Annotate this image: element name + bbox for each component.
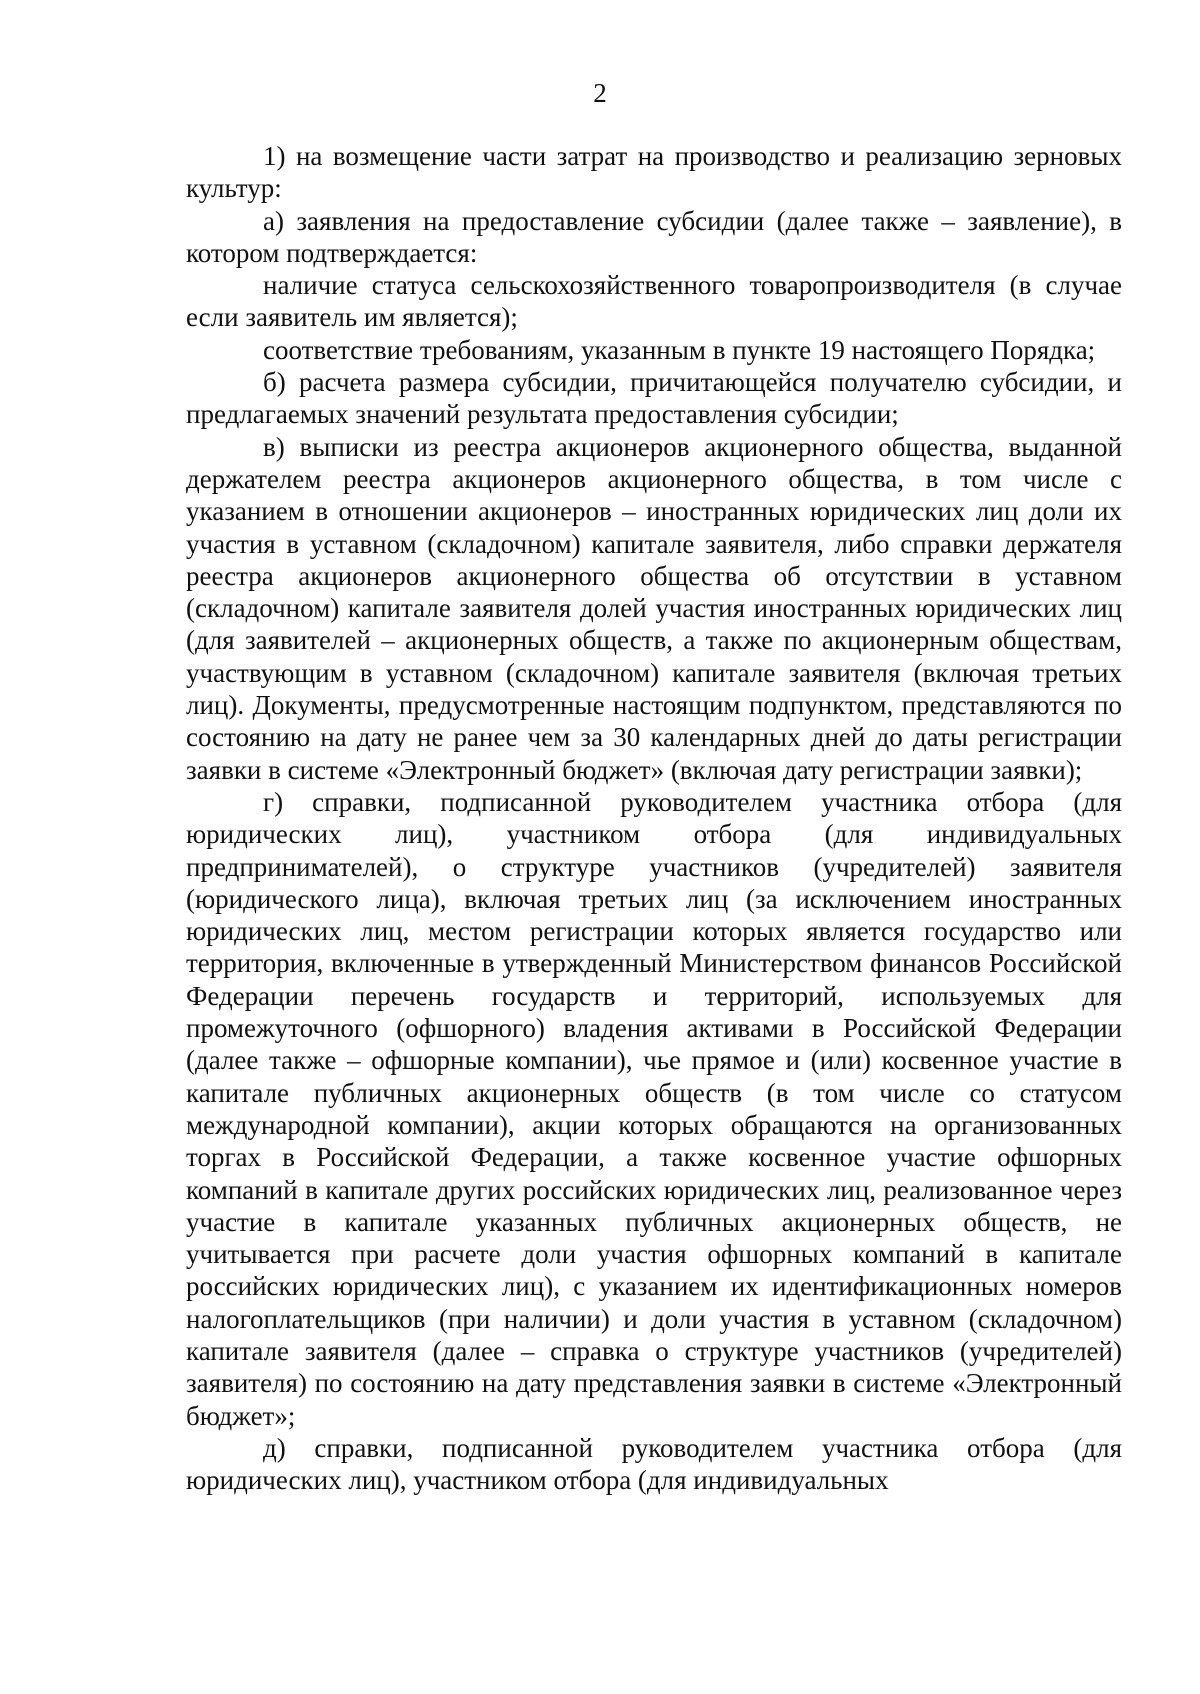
page-number: 2 [593, 78, 607, 108]
paragraph-subitem-g: г) справки, подписанной руководителем участника отбора (для юридических лиц), участником отбора (для индивидуальных предпринимателей), о структуре участников (учредителей) заявителя (юридического лица), включая третьих лиц (за исключением иностранных юридических лиц, местом регистрации которых является государство или территория, включенные в утвержденный Министерством финансов Российской Федерации перечень государств и территорий, используемых для промежуточного (офшорного) владения активами в Российской Федерации (далее также – офшорные компании), чье прямое и (или) косвенное участие в капитале публичных акционерных обществ (в том числе со статусом международной компании), акции которых обращаются на организованных торгах в Российской Федерации, а также косвенное участие офшорных компаний в капитале других российских юридических лиц, реализованное через участие в капитале указанных публичных акционерных обществ, не учитывается при расчете доли участия офшорных компаний в капитале российских юридических лиц), с указанием их идентификационных номеров налогоплательщиков (при наличии) и доли участия в уставном (складочном) капитале заявителя (далее – справка о структуре участников (учредителей) заявителя) по состоянию на дату представления заявки в системе «Электронный бюджет»; [186, 786, 1122, 1431]
paragraph-subitem-a: а) заявления на предоставление субсидии (далее также – заявление), в котором подтверждается: [186, 205, 1122, 268]
paragraph-subitem-d: д) справки, подписанной руководителем участника отбора (для юридических лиц), участником отбора (для индивидуальных [186, 1432, 1122, 1496]
paragraph-subitem-v: в) выписки из реестра акционеров акционерного общества, выданной держателем реестра акционеров акционерного общества, в том числе с указанием в отношении акционеров – иностранных юридических лиц доли их участия в уставном (складочном) капитале заявителя, либо справки держателя реестра акционеров акционерного общества об отсутствии в уставном (складочном) капитале заявителя долей участия иностранных юридических лиц (для заявителей – акционерных обществ, а также по акционерным обществам, участвующим в уставном (складочном) капитале заявителя (включая третьих лиц). Документы, предусмотренные настоящим подпунктом, представляются по состоянию на дату не ранее чем за 30 календарных дней до даты регистрации заявки в системе «Электронный бюджет» (включая дату регистрации заявки); [186, 431, 1122, 785]
paragraph-subitem-b: б) расчета размера субсидии, причитающейся получателю субсидии, и предлагаемых значений результата предоставления субсидии; [186, 367, 1122, 430]
paragraph-requirements-compliance: соответствие требованиям, указанным в пункте 19 настоящего Порядка; [263, 334, 1096, 365]
document-body [186, 140, 1122, 1496]
paragraph-item-1-intro: 1) на возмещение части затрат на производство и реализацию зерновых культур: [186, 141, 1122, 204]
paragraph-status-confirmation: наличие статуса сельскохозяйственного товаропроизводителя (в случае если заявитель им является); [186, 270, 1122, 333]
